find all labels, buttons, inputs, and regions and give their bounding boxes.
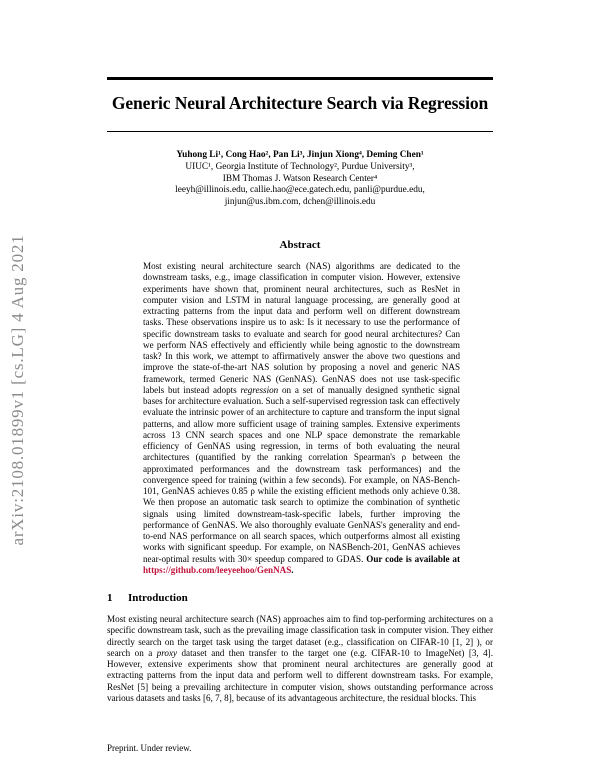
preprint-footer: Preprint. Under review.	[107, 743, 192, 753]
title-rule-top	[107, 77, 493, 80]
introduction-body	[107, 614, 493, 704]
emails-line-1: leeyh@illinois.edu, callie.hao@ece.gatech.edu, panli@purdue.edu,	[175, 185, 425, 196]
abstract-heading: Abstract	[279, 239, 321, 251]
intro-text-2: dataset and then transfer to the target one (e.g. CIFAR-10 to ImageNet) [3, 4]. However, extensive experiments show that prominent neural architectures are generally good at extracting patterns from the input data and perform well to different downstream tasks. For example, ResNet [5] being a prevailing architecture in computer vision, shows outstanding performance across various datasets and tasks [6, 7, 8], because of its advantageous architecture, the residual blocks. This	[107, 647, 493, 703]
abstract-paragraph	[143, 261, 460, 576]
section-heading-introduction	[107, 592, 188, 604]
intro-paragraph	[107, 614, 493, 704]
arxiv-stamp	[8, 210, 28, 570]
affiliations-line-2: IBM Thomas J. Watson Research Center⁴	[222, 173, 378, 184]
emails-line-2: jinjun@us.ibm.com, dchen@illinois.edu	[224, 197, 376, 208]
abstract-text-1: Most existing neural architecture search (NAS) algorithms are dedicated to the downstream tasks, e.g., image classification in computer vision. However, extensive experiments have shown that, prominent neural architectures, such as ResNet in computer vision and LSTM in natural language processing, are generally good at extracting patterns from the input data and perform well on different downstream tasks. These observations inspire us to ask: Is it necessary to use the performance of specific downstream tasks to evaluate and search for good neural architectures? Can we perform NAS effectively and efficiently while being agnostic to the downstream task? In this work, we attempt to affirmatively answer the above two questions and improve the state-of-the-art NAS solution by proposing a novel and generic NAS framework, termed Generic NAS (GenNAS). GenNAS does not use task-specific labels but instead adopts	[143, 261, 460, 395]
abstract-regression-emph: regression	[240, 384, 279, 395]
code-link[interactable]: https://github.com/leeyeehoo/GenNAS	[143, 564, 292, 575]
paper-title: Generic Neural Architecture Search via Regression	[111, 93, 489, 113]
arxiv-stamp-text: arXiv:2108.01899v1 [cs.LG] 4 Aug 2021	[8, 234, 27, 546]
affiliations-line-1: UIUC¹, Georgia Institute of Technology², Purdue University³,	[185, 161, 415, 172]
author-names: Yuhong Li¹, Cong Hao², Pan Li³, Jinjun Xiong⁴, Deming Chen¹	[176, 150, 424, 160]
abstract-body	[143, 261, 460, 576]
section-title: Introduction	[128, 592, 188, 604]
intro-proxy-emph: proxy	[156, 647, 178, 658]
title-rule-bottom	[107, 131, 493, 132]
code-availability: Our code is available at	[366, 553, 460, 564]
section-number: 1	[107, 592, 113, 604]
author-block	[107, 150, 493, 209]
code-end: .	[291, 564, 294, 575]
abstract-text-2: on a set of manually designed synthetic signal bases for architecture evaluation. Such a self-supervised regression task can effectively evaluate the intrinsic power of an architecture to capture and transform the input signal patterns, and allow more sufficient usage of training samples. Extensive experiments across 13 CNN search spaces and one NLP space demonstrate the remarkable efficiency of GenNAS using regression, in terms of both evaluating the neural architectures (quantified by the ranking correlation Spearman's ρ between the approximated performances and the downstream task performances) and the convergence speed for training (within a few seconds). For example, on NAS-Bench-101, GenNAS achieves 0.85 ρ while the existing efficient methods only achieve 0.38. We then propose an automatic task search to optimize the combination of synthetic signals using limited downstream-task-specific labels, further improving the performance of GenNAS. We also thoroughly evaluate GenNAS's generality and end-to-end NAS performance on all search spaces, which outperforms almost all existing works with significant speedup. For example, on NASBench-201, GenNAS achieves near-optimal results with 30× speedup compared to GDAS.	[143, 384, 460, 564]
intro-text-1: Most existing neural architecture search (NAS) approaches aim to find top-performing architectures on a specific downstream task, such as the prevailing image classification task in computer vision. They either directly search on the target task using the target dataset (e.g., classification on CIFAR-10 [1, 2] ), or search on a	[107, 614, 493, 658]
